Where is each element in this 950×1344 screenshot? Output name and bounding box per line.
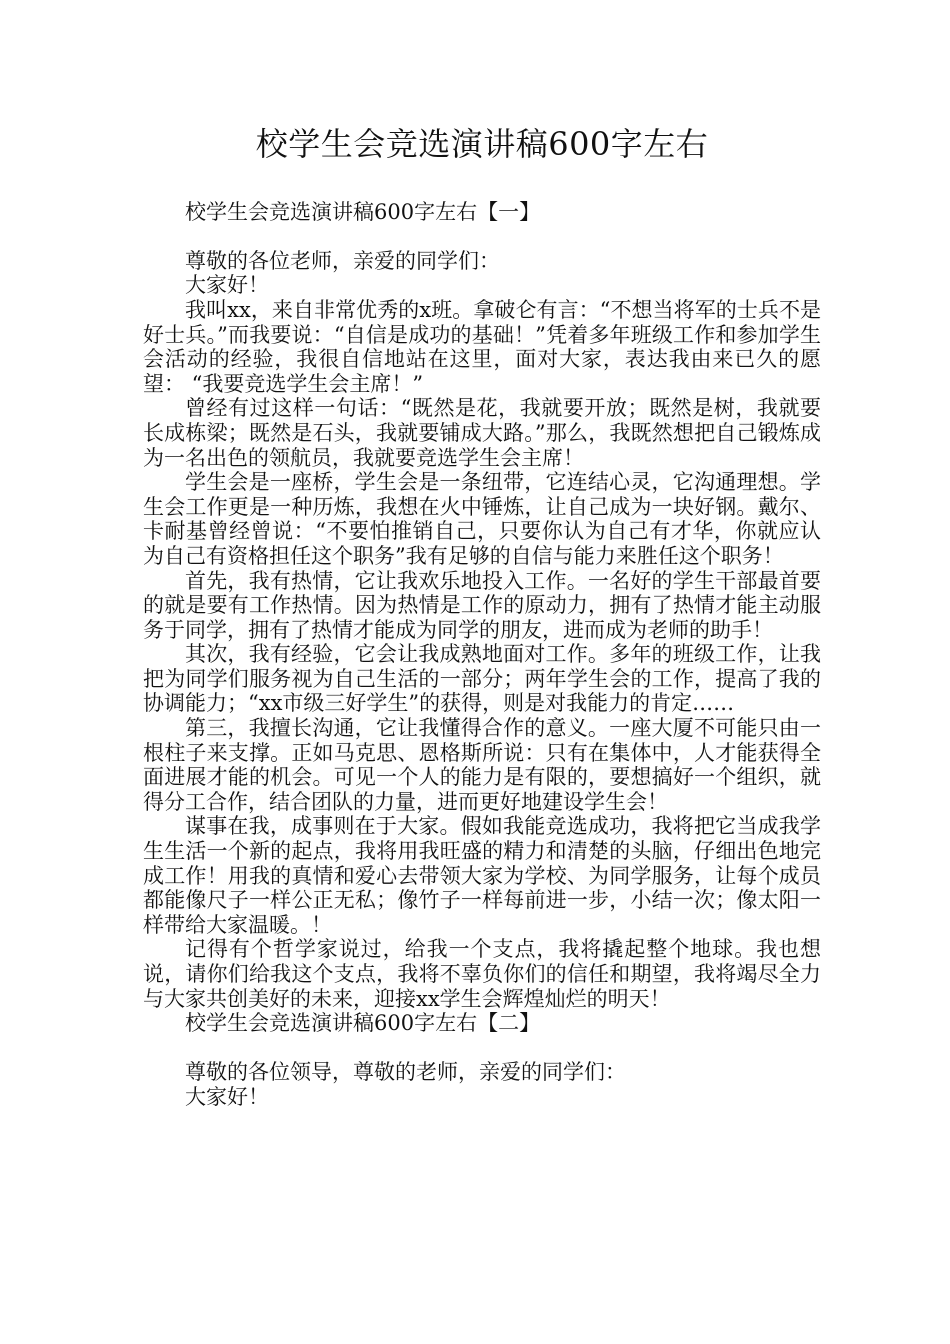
greeting-2: 大家好！ [185,1084,269,1109]
salutation-1: 尊敬的各位老师，亲爱的同学们： [185,248,500,273]
paragraph: 我叫xx，来自非常优秀的x班。拿破仑有言：“不想当将军的士兵不是好士兵。”而我要说：“自信是成功的基础！”凭着多年班级工作和参加学生会活动的经验，我很自信地站在这里，面对大家，表达我由来已久的愿望： “我要竞选学生会主席！” [143,297,821,396]
salutation-2: 尊敬的各位领导，尊敬的老师，亲爱的同学们： [185,1060,626,1085]
paragraph: 谋事在我，成事则在于大家。假如我能竞选成功，我将把它当成我学生生活一个新的起点，我将用我旺盛的精力和清楚的头脑，仔细出色地完成工作！用我的真情和爱心去带领大家为学校、为同学服务，让每个成员都能像尺子一样公正无私；像竹子一样每前进一步，小结一次；像太阳一样带给大家温暖。！ [143,814,821,937]
section-heading-2: 校学生会竞选演讲稿600字左右【二】 [185,1011,541,1036]
paragraph: 首先，我有热情，它让我欢乐地投入工作。一名好的学生干部最首要的就是要有工作热情。因为热情是工作的原动力，拥有了热情才能主动服务于同学，拥有了热情才能成为同学的朋友，进而成为老师的助手！ [143,568,821,642]
paragraph: 曾经有过这样一句话：“既然是花，我就要开放；既然是树，我就要长成栋梁；既然是石头，我就要铺成大路。”那么，我既然想把自己锻炼成为一名出色的领航员，我就要竞选学生会主席！ [143,396,821,470]
paragraph: 第三，我擅长沟通，它让我懂得合作的意义。一座大厦不可能只由一根柱子来支撑。正如马克思、恩格斯所说：只有在集体中，人才能获得全面进展才能的机会。可见一个人的能力是有限的，要想搞好一个组织，就得分工合作，结合团队的力量，进而更好地建设学生会！ [143,716,821,814]
document-page [143,124,821,1110]
section-heading-1: 校学生会竞选演讲稿600字左右【一】 [185,199,541,224]
greeting-1: 大家好！ [185,273,269,298]
paragraph: 学生会是一座桥，学生会是一条纽带，它连结心灵，它沟通理想。学生会工作更是一种历炼，我想在火中锤炼，让自己成为一块好钢。戴尔、卡耐基曾经曾说：“不要怕推销自己，只要你认为自己有才华，你就应认为自己有资格担任这个职务”我有足够的自信与能力来胜任这个职务！ [143,470,821,568]
paragraph: 其次，我有经验，它会让我成熟地面对工作。多年的班级工作，让我把为同学们服务视为自己生活的一部分；两年学生会的工作，提高了我的协调能力；“xx市级三好学生”的获得，则是对我能力的肯定…… [143,642,821,716]
document-title: 校学生会竞选演讲稿600字左右 [255,125,709,163]
paragraph: 记得有个哲学家说过，给我一个支点，我将撬起整个地球。我也想说，请你们给我这个支点，我将不辜负你们的信任和期望，我将竭尽全力与大家共创美好的未来，迎接xx学生会辉煌灿烂的明天！ [143,937,821,1011]
